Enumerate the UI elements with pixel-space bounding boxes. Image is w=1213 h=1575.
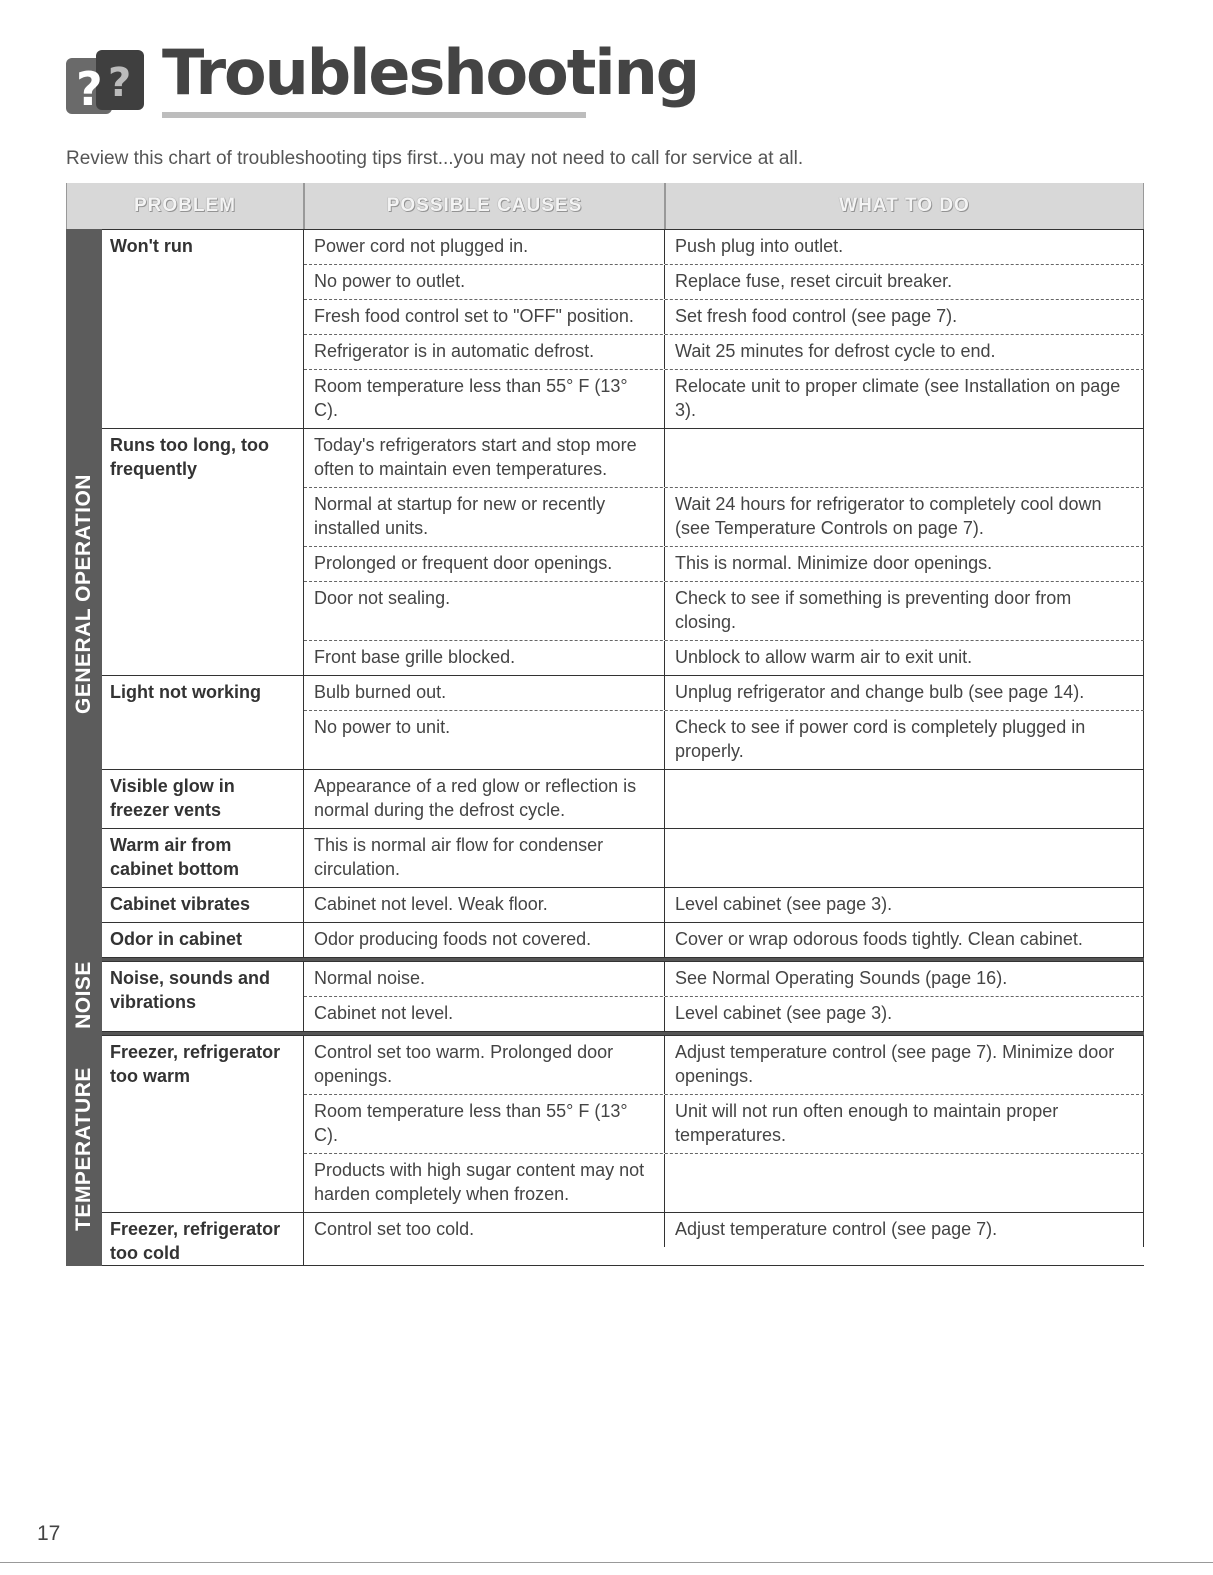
table-header [66,183,1144,229]
table-row [304,487,1144,546]
what-to-do-cell [665,770,1144,828]
troubleshooting-table [66,183,1144,1266]
table-row [304,1153,1144,1212]
possible-cause-cell: Odor producing foods not covered. [304,923,665,957]
table-row [304,710,1144,769]
section-label: GENERAL OPERATION [72,473,96,714]
possible-cause-cell: Bulb burned out. [304,676,665,710]
problem-group [102,676,1144,770]
cause-list [304,1213,1144,1265]
possible-cause-cell: Cabinet not level. [304,997,665,1031]
what-to-do-cell: This is normal. Minimize door openings. [665,547,1144,581]
cause-list [304,770,1144,828]
table-row [304,230,1144,264]
problem-label: Cabinet vibrates [102,888,304,922]
cause-list [304,888,1144,922]
table-row [304,923,1144,957]
cause-list [304,429,1144,675]
problem-label: Noise, sounds and vibrations [102,962,304,1031]
intro-text: Review this chart of troubleshooting tips first...you may not need to call for service at all. [66,148,804,169]
what-to-do-cell: Check to see if something is preventing door from closing. [665,582,1144,640]
table-row [304,1213,1144,1247]
section-sidebar [66,229,102,1266]
page-title: Troubleshooting [162,36,699,109]
problem-label: Visible glow in freezer vents [102,770,304,828]
possible-cause-cell: Normal at startup for new or recently installed units. [304,488,665,546]
what-to-do-cell: Adjust temperature control (see page 7). Minimize door openings. [665,1036,1144,1094]
cause-list [304,962,1144,1031]
possible-cause-cell: Control set too cold. [304,1213,665,1247]
problem-group [102,770,1144,829]
what-to-do-cell: Unit will not run often enough to maintain proper temperatures. [665,1095,1144,1153]
question-mark-icon [66,50,146,118]
problem-group [102,1035,1144,1213]
table-section [102,229,1144,958]
section-label-bar [66,229,102,958]
section-label: TEMPERATURE [72,1067,95,1231]
what-to-do-cell: Unplug refrigerator and change bulb (see page 14). [665,676,1144,710]
what-to-do-cell: Check to see if power cord is completely plugged in properly. [665,711,1144,769]
possible-cause-cell: Room temperature less than 55° F (13° C). [304,1095,665,1153]
possible-cause-cell: No power to unit. [304,711,665,769]
possible-cause-cell: Power cord not plugged in. [304,230,665,264]
cause-list [304,1036,1144,1212]
possible-cause-cell: Door not sealing. [304,582,665,640]
problem-label: Runs too long, too frequently [102,429,304,675]
svg-text:?: ? [76,62,103,116]
what-to-do-cell: Relocate unit to proper climate (see Installation on page 3). [665,370,1144,428]
possible-cause-cell: Normal noise. [304,962,665,996]
section-label-bar [66,958,102,1032]
table-row [304,888,1144,922]
page-number: 17 [37,1522,61,1545]
what-to-do-cell [665,429,1144,487]
what-to-do-cell: Level cabinet (see page 3). [665,997,1144,1031]
table-row [304,996,1144,1031]
what-to-do-cell: Unblock to allow warm air to exit unit. [665,641,1144,675]
problem-group [102,429,1144,676]
problem-group [102,1213,1144,1266]
possible-cause-cell: Front base grille blocked. [304,641,665,675]
table-row [304,429,1144,487]
table-row [304,962,1144,996]
cause-list [304,923,1144,957]
cause-list [304,676,1144,769]
table-row [304,546,1144,581]
possible-cause-cell: Appearance of a red glow or reflection is normal during the defrost cycle. [304,770,665,828]
table-row [304,829,1144,887]
possible-cause-cell: Products with high sugar content may not harden completely when frozen. [304,1154,665,1212]
what-to-do-cell: Push plug into outlet. [665,230,1144,264]
column-header-causes: POSSIBLE CAUSES [304,183,665,229]
problem-group [102,229,1144,429]
problem-group [102,888,1144,923]
what-to-do-cell: Wait 24 hours for refrigerator to completely cool down (see Temperature Controls on page 7). [665,488,1144,546]
possible-cause-cell: Fresh food control set to "OFF" position. [304,300,665,334]
table-body [66,229,1144,1266]
possible-cause-cell: No power to outlet. [304,265,665,299]
problem-label: Won't run [102,230,304,428]
possible-cause-cell: Control set too warm. Prolonged door openings. [304,1036,665,1094]
problem-label: Freezer, refrigerator too cold [102,1213,304,1265]
what-to-do-cell: Level cabinet (see page 3). [665,888,1144,922]
table-row [304,334,1144,369]
table-row [304,1036,1144,1094]
column-header-problem: PROBLEM [66,183,304,229]
what-to-do-cell: Cover or wrap odorous foods tightly. Clean cabinet. [665,923,1144,957]
what-to-do-cell [665,829,1144,887]
what-to-do-cell: Wait 25 minutes for defrost cycle to end. [665,335,1144,369]
cause-list [304,230,1144,428]
what-to-do-cell: Replace fuse, reset circuit breaker. [665,265,1144,299]
possible-cause-cell: Prolonged or frequent door openings. [304,547,665,581]
table-row [304,264,1144,299]
problem-group [102,923,1144,958]
svg-text:?: ? [108,60,132,106]
table-row [304,770,1144,828]
footer-divider [0,1562,1213,1563]
what-to-do-cell: See Normal Operating Sounds (page 16). [665,962,1144,996]
problem-label: Odor in cabinet [102,923,304,957]
table-row [304,581,1144,640]
table-row [304,640,1144,675]
possible-cause-cell: Room temperature less than 55° F (13° C). [304,370,665,428]
possible-cause-cell: Cabinet not level. Weak floor. [304,888,665,922]
problem-group [102,829,1144,888]
problem-label: Warm air from cabinet bottom [102,829,304,887]
section-label-bar [66,1032,102,1266]
table-section [102,958,1144,1032]
what-to-do-cell [665,1154,1144,1212]
table-row [304,299,1144,334]
table-row [304,369,1144,428]
section-label: NOISE [72,961,96,1029]
table-row [304,1094,1144,1153]
what-to-do-cell: Set fresh food control (see page 7). [665,300,1144,334]
column-header-action: WHAT TO DO [665,183,1144,229]
possible-cause-cell: This is normal air flow for condenser circulation. [304,829,665,887]
table-row [304,676,1144,710]
problem-label: Light not working [102,676,304,769]
what-to-do-cell: Adjust temperature control (see page 7). [665,1213,1144,1247]
cause-list [304,829,1144,887]
title-underline [162,112,586,118]
possible-cause-cell: Today's refrigerators start and stop more often to maintain even temperatures. [304,429,665,487]
table-section [102,1032,1144,1266]
problem-label: Freezer, refrigerator too warm [102,1036,304,1212]
problem-group [102,961,1144,1032]
possible-cause-cell: Refrigerator is in automatic defrost. [304,335,665,369]
table-rows [102,229,1144,1266]
